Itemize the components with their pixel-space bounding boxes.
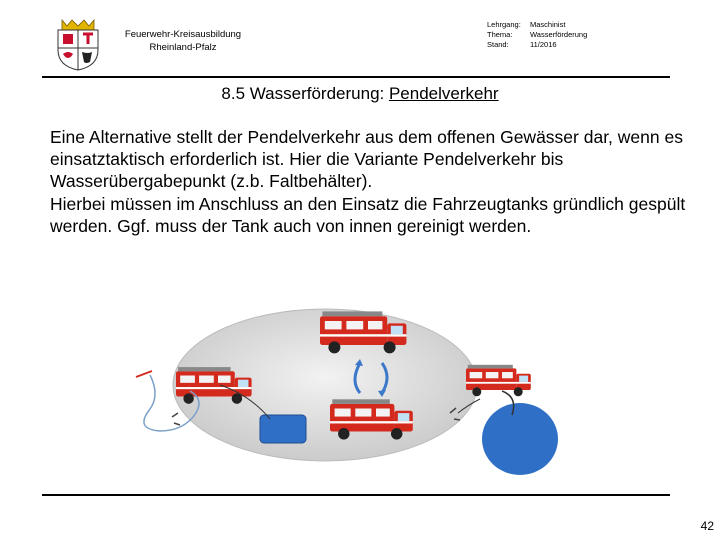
- header-divider: [42, 76, 670, 78]
- meta-value: Wasserförderung: [530, 30, 588, 39]
- meta-row-course: [487, 20, 587, 30]
- page-number: 42: [700, 519, 714, 533]
- footer-divider: [42, 494, 670, 496]
- folding-tank: [260, 415, 306, 443]
- body-paragraph-1: Eine Alternative stellt der Pendelverkehr aus dem offenen Gewässer dar, wenn es einsatztaktisch erforderlich ist. Hier die Variante Pendelverkehr bis Wasserübergabepunkt (z.b. Faltbehälter).: [50, 127, 683, 192]
- meta-key: Thema:: [487, 30, 513, 39]
- open-water-source: [482, 403, 558, 475]
- meta-value: 11/2016: [530, 40, 557, 49]
- meta-key: Stand:: [487, 40, 509, 49]
- course-meta: [487, 20, 587, 50]
- shuttle-diagram: [120, 305, 560, 485]
- title-underlined: Pendelverkehr: [388, 84, 499, 103]
- coat-of-arms-icon: [52, 16, 104, 72]
- title-prefix: 8.5 Wasserförderung:: [221, 84, 389, 103]
- organization-name: [108, 28, 258, 54]
- meta-value: Maschinist: [530, 20, 566, 29]
- slide-title: [0, 84, 720, 104]
- body-paragraph-2: Hierbei müssen im Anschluss an den Einsatz die Fahrzeugtanks gründlich gespült werden. Ggf. muss der Tank auch von innen gereinigt werden.: [50, 193, 686, 236]
- organization-line2: Rheinland-Pfalz: [149, 42, 217, 53]
- meta-row-topic: [487, 30, 587, 40]
- nozzle-icon: [136, 371, 152, 377]
- meta-row-date: [487, 40, 587, 50]
- organization-line1: Feuerwehr-Kreisausbildung: [124, 29, 242, 40]
- meta-key: Lehrgang:: [487, 20, 521, 29]
- body-text: [50, 126, 690, 237]
- fire-truck-right: [466, 365, 531, 397]
